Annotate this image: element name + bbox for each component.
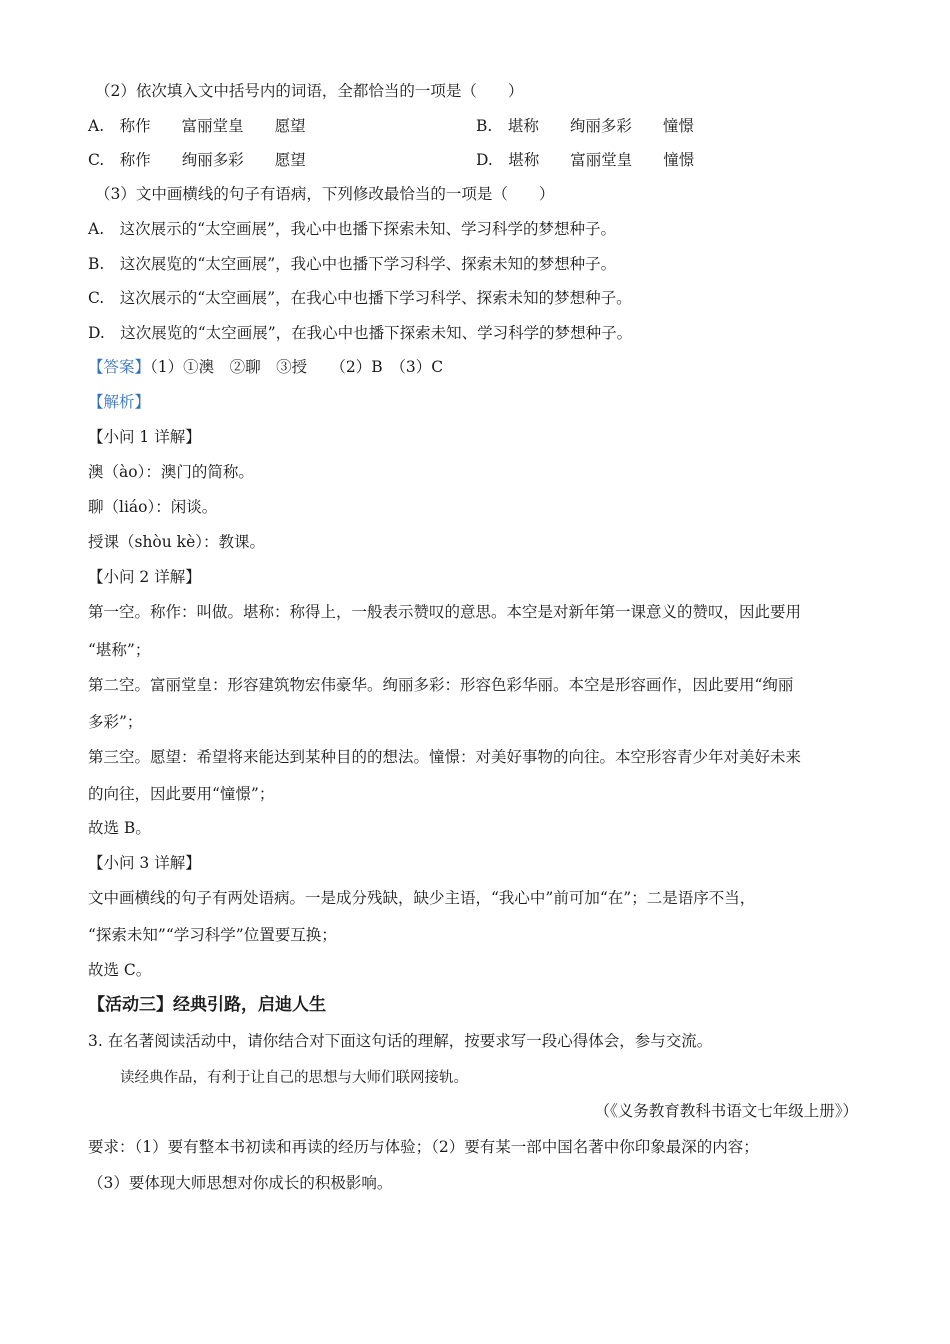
activity3-title: 【活动三】经典引路，启迪人生 bbox=[88, 995, 326, 1015]
sub1-line-2: 聊（liáo）：闲谈。 bbox=[88, 498, 218, 516]
answer-line bbox=[88, 357, 443, 377]
activity3-source: （《义务教育教科书语文七年级上册》） bbox=[594, 1102, 858, 1120]
sub3-title: 【小问 3 详解】 bbox=[88, 854, 201, 872]
sub2-line-4: 多彩”； bbox=[88, 713, 143, 731]
sub2-line-7: 故选 B。 bbox=[88, 819, 151, 837]
sub3-line-2: “探索未知”“学习科学”位置要互换； bbox=[88, 926, 337, 944]
q3-stem: （3）文中画横线的句子有语病，下列修改最恰当的一项是（ ） bbox=[95, 185, 555, 203]
sub3-line-1: 文中画横线的句子有两处语病。一是成分残缺，缺少主语，“我心中”前可加“在”；二是语序不当， bbox=[88, 889, 756, 907]
sub2-line-1: 第一空。称作：叫做。堪称：称得上，一般表示赞叹的意思。本空是对新年第一课意义的赞叹，因此要用 bbox=[88, 603, 802, 621]
q3-option-c: C. 这次展示的“太空画展”，在我心中也播下学习科学、探索未知的梦想种子。 bbox=[88, 289, 632, 307]
sub2-line-3: 第二空。富丽堂皇：形容建筑物宏伟豪华。绚丽多彩：形容色彩华丽。本空是形容画作，因此要用“绚丽 bbox=[88, 676, 794, 694]
sub2-line-6: 的向往，因此要用“憧憬”； bbox=[88, 785, 275, 803]
analysis-label: 【解析】 bbox=[88, 393, 151, 411]
sub1-line-1: 澳（ào）：澳门的简称。 bbox=[88, 463, 254, 481]
sub1-line-3: 授课（shòu kè）：教课。 bbox=[88, 533, 265, 551]
q2-option-a: A. 称作 富丽堂皇 愿望 bbox=[88, 117, 306, 135]
sub2-line-2: “堪称”； bbox=[88, 641, 151, 659]
q3-option-a: A. 这次展示的“太空画展”，我心中也播下探索未知、学习科学的梦想种子。 bbox=[88, 220, 616, 238]
q3-option-b: B. 这次展览的“太空画展”，我心中也播下学习科学、探索未知的梦想种子。 bbox=[88, 255, 617, 273]
q2-stem: （2）依次填入文中括号内的词语，全都恰当的一项是（ ） bbox=[95, 82, 524, 100]
q3-option-d: D. 这次展览的“太空画展”，在我心中也播下探索未知、学习科学的梦想种子。 bbox=[88, 324, 633, 342]
q2-option-d: D. 堪称 富丽堂皇 憧憬 bbox=[476, 151, 695, 169]
activity3-quote: 读经典作品，有利于让自己的思想与大师们联网接轨。 bbox=[120, 1070, 468, 1086]
answer-label: 【答案】 bbox=[88, 358, 151, 376]
answer-text: （1）①澳 ②聊 ③授 （2）B （3）C bbox=[150, 358, 444, 376]
sub2-line-5: 第三空。愿望：希望将来能达到某种目的的想法。憧憬：对美好事物的向往。本空形容青少年对美好未来 bbox=[88, 748, 802, 766]
activity3-requirement-1: 要求：（1）要有整本书初读和再读的经历与体验；（2）要有某一部中国名著中你印象最深的内容； bbox=[88, 1138, 759, 1156]
activity3-requirement-2: （3）要体现大师思想对你成长的积极影响。 bbox=[88, 1174, 393, 1192]
activity3-question: 3. 在名著阅读活动中，请你结合对下面这句话的理解，按要求写一段心得体会，参与交流。 bbox=[88, 1032, 713, 1050]
q2-option-c: C. 称作 绚丽多彩 愿望 bbox=[88, 151, 306, 169]
sub3-line-3: 故选 C。 bbox=[88, 961, 152, 979]
q2-option-b: B. 堪称 绚丽多彩 憧憬 bbox=[476, 117, 694, 135]
sub2-title: 【小问 2 详解】 bbox=[88, 568, 201, 586]
sub1-title: 【小问 1 详解】 bbox=[88, 428, 201, 446]
